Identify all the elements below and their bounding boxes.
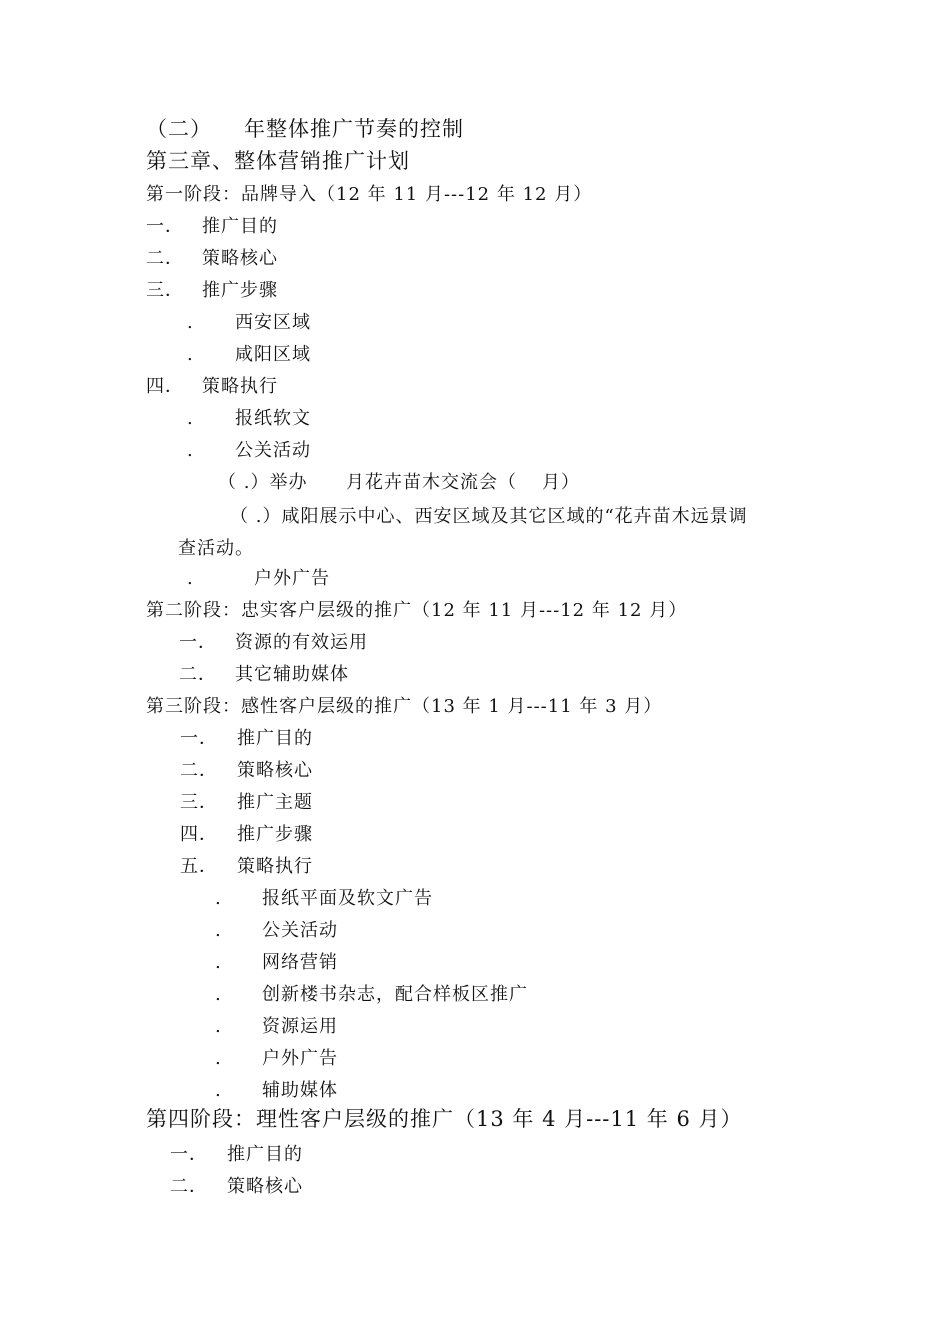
outline-item: 三． 推广步骤 xyxy=(146,280,278,301)
outline-subitem: . 公关活动 xyxy=(215,920,338,941)
outline-subitem: . 报纸平面及软文广告 xyxy=(215,888,433,909)
outline-subitem: . 户外广告 xyxy=(187,568,330,589)
outline-subitem: . 报纸软文 xyxy=(187,408,311,429)
outline-item: 一． 资源的有效运用 xyxy=(179,632,368,653)
outline-item: 二． 策略核心 xyxy=(180,760,313,781)
section-heading: （二） 年整体推广节奏的控制 xyxy=(146,117,464,141)
outline-item: 一． 推广目的 xyxy=(180,728,313,749)
outline-detail: （ .）举办 月花卉苗木交流会（ 月） xyxy=(218,472,580,493)
phase-heading: 第一阶段：品牌导入（12 年 11 月---12 年 12 月） xyxy=(146,184,593,205)
outline-item: 三． 推广主题 xyxy=(180,792,313,813)
phase-heading: 第二阶段：忠实客户层级的推广（12 年 11 月---12 年 12 月） xyxy=(146,600,688,621)
phase-heading: 第四阶段：理性客户层级的推广（13 年 4 月---11 年 6 月） xyxy=(146,1107,743,1131)
outline-item: 一． 推广目的 xyxy=(170,1144,303,1165)
outline-detail-continuation: 查活动。 xyxy=(178,538,254,559)
outline-item: 二． 策略核心 xyxy=(170,1176,303,1197)
outline-subitem: . 网络营销 xyxy=(215,952,338,973)
outline-subitem: . 户外广告 xyxy=(215,1048,338,1069)
outline-subitem: . 公关活动 xyxy=(187,440,311,461)
outline-subitem: . 创新楼书杂志，配合样板区推广 xyxy=(215,984,528,1005)
chapter-title: 第三章、整体营销推广计划 xyxy=(146,149,410,173)
outline-item: 四． 推广步骤 xyxy=(180,824,313,845)
outline-subitem: . 资源运用 xyxy=(215,1016,338,1037)
outline-item: 五． 策略执行 xyxy=(180,856,313,877)
outline-item: 二． 其它辅助媒体 xyxy=(179,664,349,685)
outline-subitem: . 西安区域 xyxy=(187,312,311,333)
phase-heading: 第三阶段：感性客户层级的推广（13 年 1 月---11 年 3 月） xyxy=(146,696,663,717)
outline-subitem: . 辅助媒体 xyxy=(215,1080,338,1101)
outline-detail: （ .）咸阳展示中心、西安区域及其它区域的“花卉苗木远景调 xyxy=(230,506,748,527)
outline-item: 二． 策略核心 xyxy=(146,248,278,269)
outline-item: 四． 策略执行 xyxy=(146,376,278,397)
outline-subitem: . 咸阳区域 xyxy=(187,344,311,365)
outline-item: 一． 推广目的 xyxy=(146,216,278,237)
